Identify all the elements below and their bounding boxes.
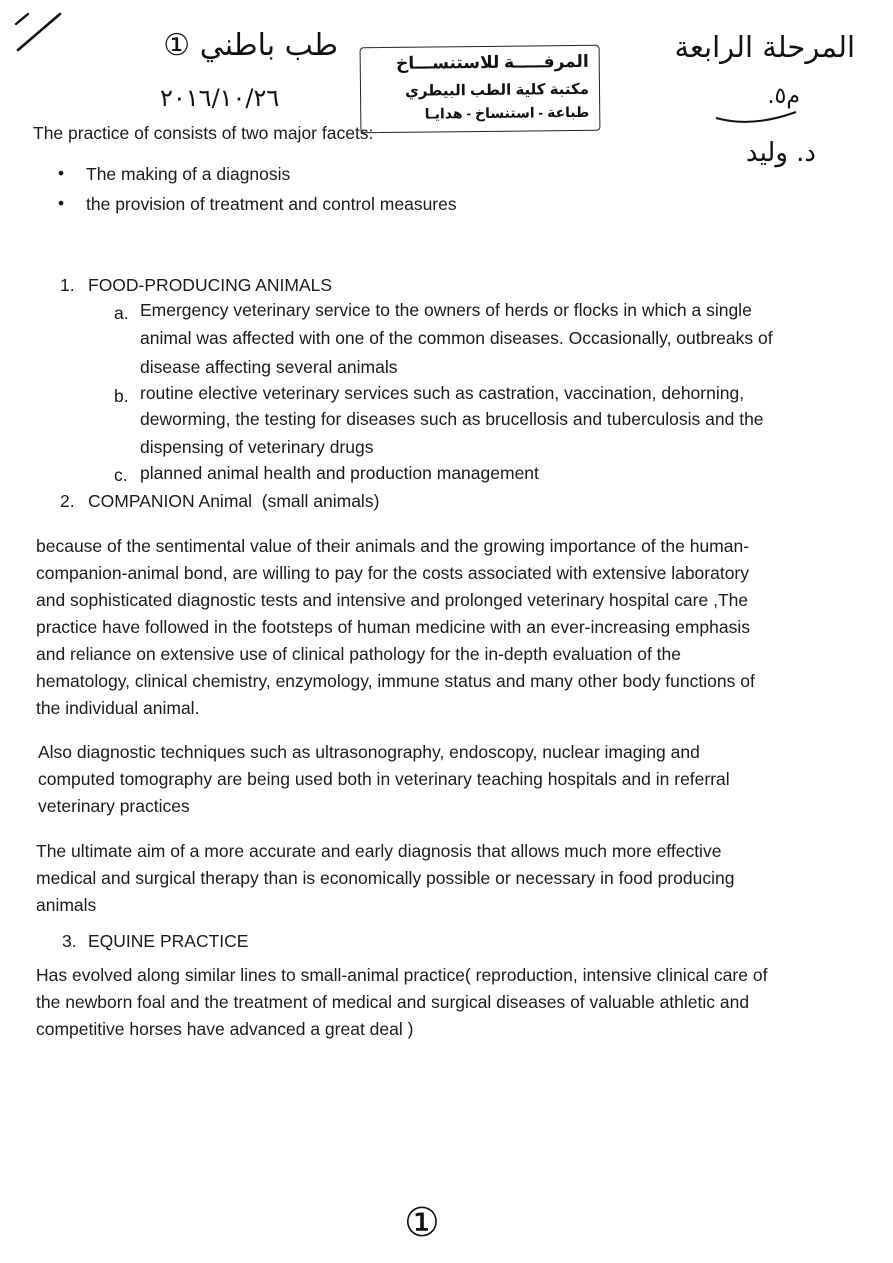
paragraph-line: computed tomography are being used both in veterinary teaching hospitals and in referral [38,769,730,789]
paragraph-line: medical and surgical therapy than is economically possible or necessary in food producing [36,868,735,888]
paragraph-line: hematology, clinical chemistry, enzymology, immune status and many other body functions of [36,671,755,691]
section-title: FOOD-PRODUCING ANIMALS [88,275,333,295]
lecturer-annotation: د. وليد [745,138,816,168]
item-line: routine elective veterinary services such as castration, vaccination, dehorning, [140,383,745,403]
section-title: COMPANION Animal (small animals) [88,491,380,511]
paragraph-line: veterinary practices [38,796,190,816]
diagnostic-techniques-paragraph [38,739,828,820]
stamp-line-1: المرفـــــة للاستنســـاخ [395,51,589,73]
paragraph-line: practice have followed in the footsteps of human medicine with an ever-increasing emphasis [36,617,750,637]
section-food-producing [60,275,840,495]
section-number: 2. [60,491,75,511]
paragraph-line: the individual animal. [36,698,200,718]
bullet-icon: • [58,193,65,213]
paragraph-line: Also diagnostic techniques such as ultrasonography, endoscopy, nuclear imaging and [38,742,700,762]
underline-stroke-icon [712,106,802,126]
paragraph-line: companion-animal bond, are willing to pay for the costs associated with extensive laboratory [36,563,750,583]
library-stamp [360,45,601,134]
facets-list [58,163,658,223]
stamp-line-2: مكتبة كلية الطب البيطري [405,80,590,100]
item-line: animal was affected with one of the common diseases. Occasionally, outbreaks of [140,328,773,348]
date-annotation: ٢٠١٦/١٠/٢٦ [160,84,280,112]
item-marker: c. [114,465,128,485]
item-line: planned animal health and production management [140,463,539,483]
item-line: dispensing of veterinary drugs [140,437,374,457]
companion-paragraph [36,533,826,722]
paragraph-line: competitive horses have advanced a great deal ) [36,1019,414,1039]
paragraph-line: The ultimate aim of a more accurate and early diagnosis that allows much more effective [36,841,722,861]
section-companion [60,491,760,519]
stage-annotation: المرحلة الرابعة [674,30,855,64]
paragraph-line: and sophisticated diagnostic tests and intensive and prolonged veterinary hospital care ,The [36,590,749,610]
paragraph-line: Has evolved along similar lines to small-animal practice( reproduction, intensive clinical care of [36,965,768,985]
item-marker: b. [114,386,129,406]
paragraph-line: and reliance on extensive use of clinical pathology for the in-depth evaluation of the [36,644,682,664]
subject-title: طب باطني ① [163,28,338,63]
equine-paragraph [36,962,826,1043]
intro-sentence: The practice of consists of two major facets: [33,123,374,143]
facet-item: The making of a diagnosis [86,164,291,184]
item-line: disease affecting several animals [140,357,398,377]
ultimate-aim-paragraph [36,838,826,919]
item-marker: a. [114,303,129,323]
bullet-icon: • [58,163,65,183]
corner-slash-mark [10,6,70,52]
paragraph-line: because of the sentimental value of their animals and the growing importance of the human- [36,536,750,556]
page-number: ① [404,1200,440,1246]
facet-item: the provision of treatment and control measures [86,194,457,214]
item-line: Emergency veterinary service to the owners of herds or flocks in which a single [140,300,752,320]
paragraph-line: animals [36,895,97,915]
section-number: 1. [60,275,75,295]
stage-sub-annotation: م٥. [767,84,800,109]
stamp-line-3: طباعة - استنساخ - هدايـا [424,103,590,122]
section-equine [62,931,462,959]
paragraph-line: the newborn foal and the treatment of medical and surgical diseases of valuable athletic and [36,992,750,1012]
section-title: EQUINE PRACTICE [88,931,249,951]
section-number: 3. [62,931,77,951]
item-line: deworming, the testing for diseases such as brucellosis and tuberculosis and the [140,409,764,429]
